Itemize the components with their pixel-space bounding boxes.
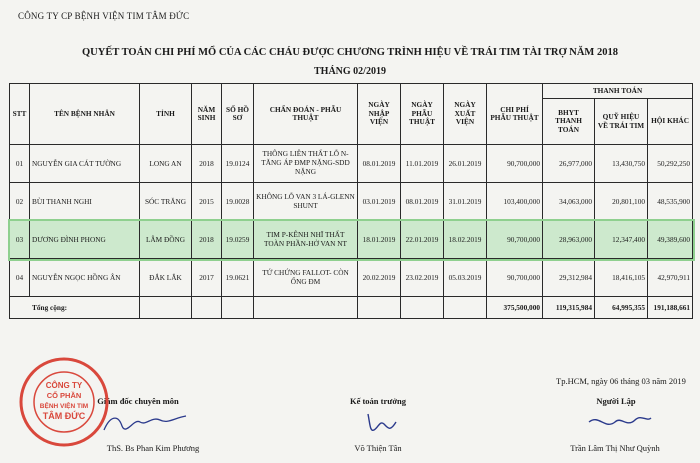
accountant-signature-icon (362, 410, 402, 436)
cell-province: LÂM ĐỒNG (140, 221, 192, 259)
total-fund: 64,995,355 (595, 297, 648, 319)
cell-record: 19.0124 (222, 145, 254, 183)
document-title: QUYẾT TOÁN CHI PHÍ MỔ CỦA CÁC CHÁU ĐƯỢC CHƯƠNG TRÌNH HIỆU VỀ TRÁI TIM TÀI TRỢ NĂM 2018 (82, 47, 618, 58)
cell-record: 19.0621 (222, 259, 254, 297)
date-line: Tp.HCM, ngày 06 tháng 03 năm 2019 (556, 376, 686, 386)
cell-record: 19.0259 (222, 221, 254, 259)
cell-diagnosis: TỨ CHỨNG FALLOT- CÒN ỐNG ĐM (254, 259, 358, 297)
signature-role-director: Giám đốc chuyên môn (97, 396, 179, 406)
preparer-signature-icon (585, 408, 655, 434)
table-row-highlighted (10, 221, 693, 259)
total-other: 191,188,661 (648, 297, 693, 319)
cell-diagnosis: THÔNG LIÊN THẤT LỖ N-TĂNG ÁP ĐMP NẶNG-SDD NẶNG (254, 145, 358, 183)
header-birth-year: NĂM SINH (192, 84, 222, 145)
cell-birth: 2017 (192, 259, 222, 297)
cell-stt: 04 (10, 259, 30, 297)
cell-bhyt: 34,063,000 (543, 183, 595, 221)
cell-admit: 20.02.2019 (358, 259, 401, 297)
cell-discharge: 31.01.2019 (444, 183, 487, 221)
header-fund: QUỸ HIỆU VỀ TRÁI TIM (595, 99, 648, 145)
cell-bhyt: 28,963,000 (543, 221, 595, 259)
cell-stt: 02 (10, 183, 30, 221)
total-bhyt: 119,315,984 (543, 297, 595, 319)
cell-diagnosis: KHÔNG LỖ VAN 3 LÁ-GLENN SHUNT (254, 183, 358, 221)
director-signature-icon (100, 408, 190, 438)
cell-province: SÓC TRĂNG (140, 183, 192, 221)
cell-fund: 12,347,400 (595, 221, 648, 259)
svg-text:TÂM ĐỨC: TÂM ĐỨC (42, 411, 86, 421)
header-record-number: SỐ HỒ SƠ (222, 84, 254, 145)
header-bhyt: BHYT THANH TOÁN (543, 99, 595, 145)
signature-name-accountant: Võ Thiện Tân (354, 443, 402, 453)
cell-stt: 03 (10, 221, 30, 259)
cell-cost: 90,700,000 (487, 145, 543, 183)
cell-bhyt: 29,312,984 (543, 259, 595, 297)
document-month: THÁNG 02/2019 (314, 66, 386, 77)
cell-name: NGUYỄN NGỌC HỒNG ÂN (30, 259, 140, 297)
cell-cost: 90,700,000 (487, 221, 543, 259)
cell-diagnosis: TIM P-KÊNH NHĨ THẤT TOÀN PHẦN-HỞ VAN NT (254, 221, 358, 259)
cell-birth: 2018 (192, 145, 222, 183)
cell-province: LONG AN (140, 145, 192, 183)
cell-discharge: 05.03.2019 (444, 259, 487, 297)
signature-role-accountant: Kế toán trưởng (349, 396, 407, 406)
table-row (10, 183, 693, 221)
header-name: TÊN BỆNH NHÂN (30, 84, 140, 145)
cell-birth: 2018 (192, 221, 222, 259)
cell-record: 19.0028 (222, 183, 254, 221)
signature-name-preparer: Trần Lâm Thị Như Quỳnh (570, 443, 660, 453)
signature-name-director: ThS. Bs Phan Kim Phương (106, 443, 200, 453)
cell-cost: 90,700,000 (487, 259, 543, 297)
signature-role-preparer: Người Lập (596, 396, 636, 406)
cell-other: 50,292,250 (648, 145, 693, 183)
settlement-table (9, 83, 693, 319)
cell-admit: 18.01.2019 (358, 221, 401, 259)
cell-name: DƯƠNG ĐÌNH PHONG (30, 221, 140, 259)
cell-discharge: 26.01.2019 (444, 145, 487, 183)
svg-text:BỆNH VIỆN TIM: BỆNH VIỆN TIM (39, 403, 89, 410)
header-surgery-date: NGÀY PHẪU THUẬT (401, 84, 444, 145)
cell-surgery: 11.01.2019 (401, 145, 444, 183)
company-name: CÔNG TY CP BỆNH VIỆN TIM TÂM ĐỨC (18, 11, 190, 21)
header-surgery-cost: CHI PHÍ PHẪU THUẬT (487, 84, 543, 145)
total-cost: 375,500,000 (487, 297, 543, 319)
cell-surgery: 23.02.2019 (401, 259, 444, 297)
table-row (10, 145, 693, 183)
cell-surgery: 08.01.2019 (401, 183, 444, 221)
cell-bhyt: 26,977,000 (543, 145, 595, 183)
table-row (10, 259, 693, 297)
cell-fund: 13,430,750 (595, 145, 648, 183)
header-admit-date: NGÀY NHẬP VIỆN (358, 84, 401, 145)
total-row (10, 297, 693, 319)
cell-admit: 08.01.2019 (358, 145, 401, 183)
svg-text:CÔNG TY: CÔNG TY (45, 381, 83, 390)
cell-name: NGUYỄN GIA CÁT TƯỜNG (30, 145, 140, 183)
cell-discharge: 18.02.2019 (444, 221, 487, 259)
cell-fund: 18,416,105 (595, 259, 648, 297)
cell-name: BÙI THANH NGHI (30, 183, 140, 221)
svg-text:CỔ PHẦN: CỔ PHẦN (46, 391, 82, 400)
cell-other: 42,970,911 (648, 259, 693, 297)
header-diagnosis: CHẨN ĐOÁN - PHẪU THUẬT (254, 84, 358, 145)
cell-stt: 01 (10, 145, 30, 183)
header-province: TỈNH (140, 84, 192, 145)
cell-fund: 20,801,100 (595, 183, 648, 221)
cell-cost: 103,400,000 (487, 183, 543, 221)
header-discharge-date: NGÀY XUẤT VIỆN (444, 84, 487, 145)
cell-surgery: 22.01.2019 (401, 221, 444, 259)
header-other: HỘI KHÁC (648, 99, 693, 145)
company-seal-icon (18, 356, 110, 448)
cell-other: 48,535,900 (648, 183, 693, 221)
cell-admit: 03.01.2019 (358, 183, 401, 221)
header-payment: THANH TOÁN (543, 84, 693, 99)
header-stt: STT (10, 84, 30, 145)
total-label: Tổng cộng: (10, 297, 140, 319)
cell-province: ĐẮK LẮK (140, 259, 192, 297)
cell-other: 49,389,600 (648, 221, 693, 259)
cell-birth: 2015 (192, 183, 222, 221)
